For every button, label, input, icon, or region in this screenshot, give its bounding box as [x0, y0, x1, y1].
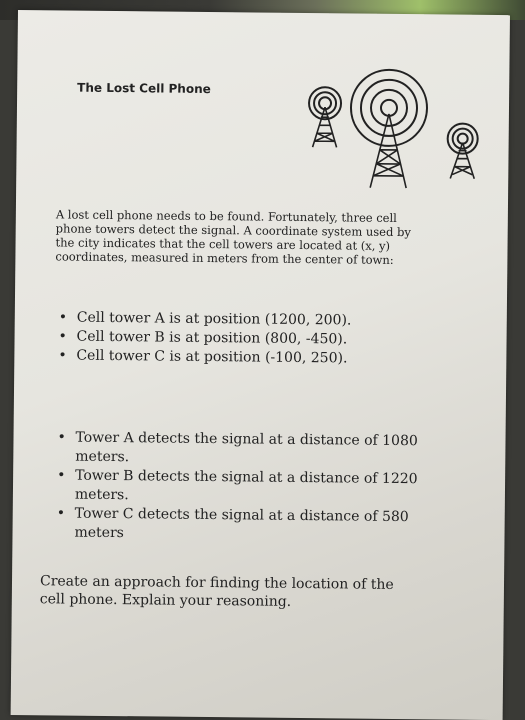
list-item: • Cell tower A is at position (1200, 200). [55, 308, 455, 331]
list-item: • Tower B detects the signal at a distance of 1220 meters. [53, 466, 430, 508]
list-item: • Tower A detects the signal at a distance of 1080 meters. [53, 428, 430, 470]
list-item: • Cell tower B is at position (800, -450). [54, 327, 454, 350]
tower-positions-list [54, 308, 455, 369]
list-item: • Tower C detects the signal at a distance of 580 meters [52, 504, 429, 546]
page-title: The Lost Cell Phone [77, 80, 211, 97]
signal-distances-list [52, 428, 453, 546]
question-prompt: Create an approach for finding the location of the cell phone. Explain your reasoning. [39, 573, 394, 610]
worksheet-page [11, 10, 510, 720]
intro-paragraph: A lost cell phone needs to be found. Fortunately, three cell phone towers detect the signal. A coordinate system used by the city indicates that the cell towers are located at (x, y) coordinates, measured in meters from the center of town: [55, 207, 411, 267]
list-item: • Cell tower C is at position (-100, 250). [54, 346, 454, 369]
cell-tower-icon [276, 53, 498, 205]
